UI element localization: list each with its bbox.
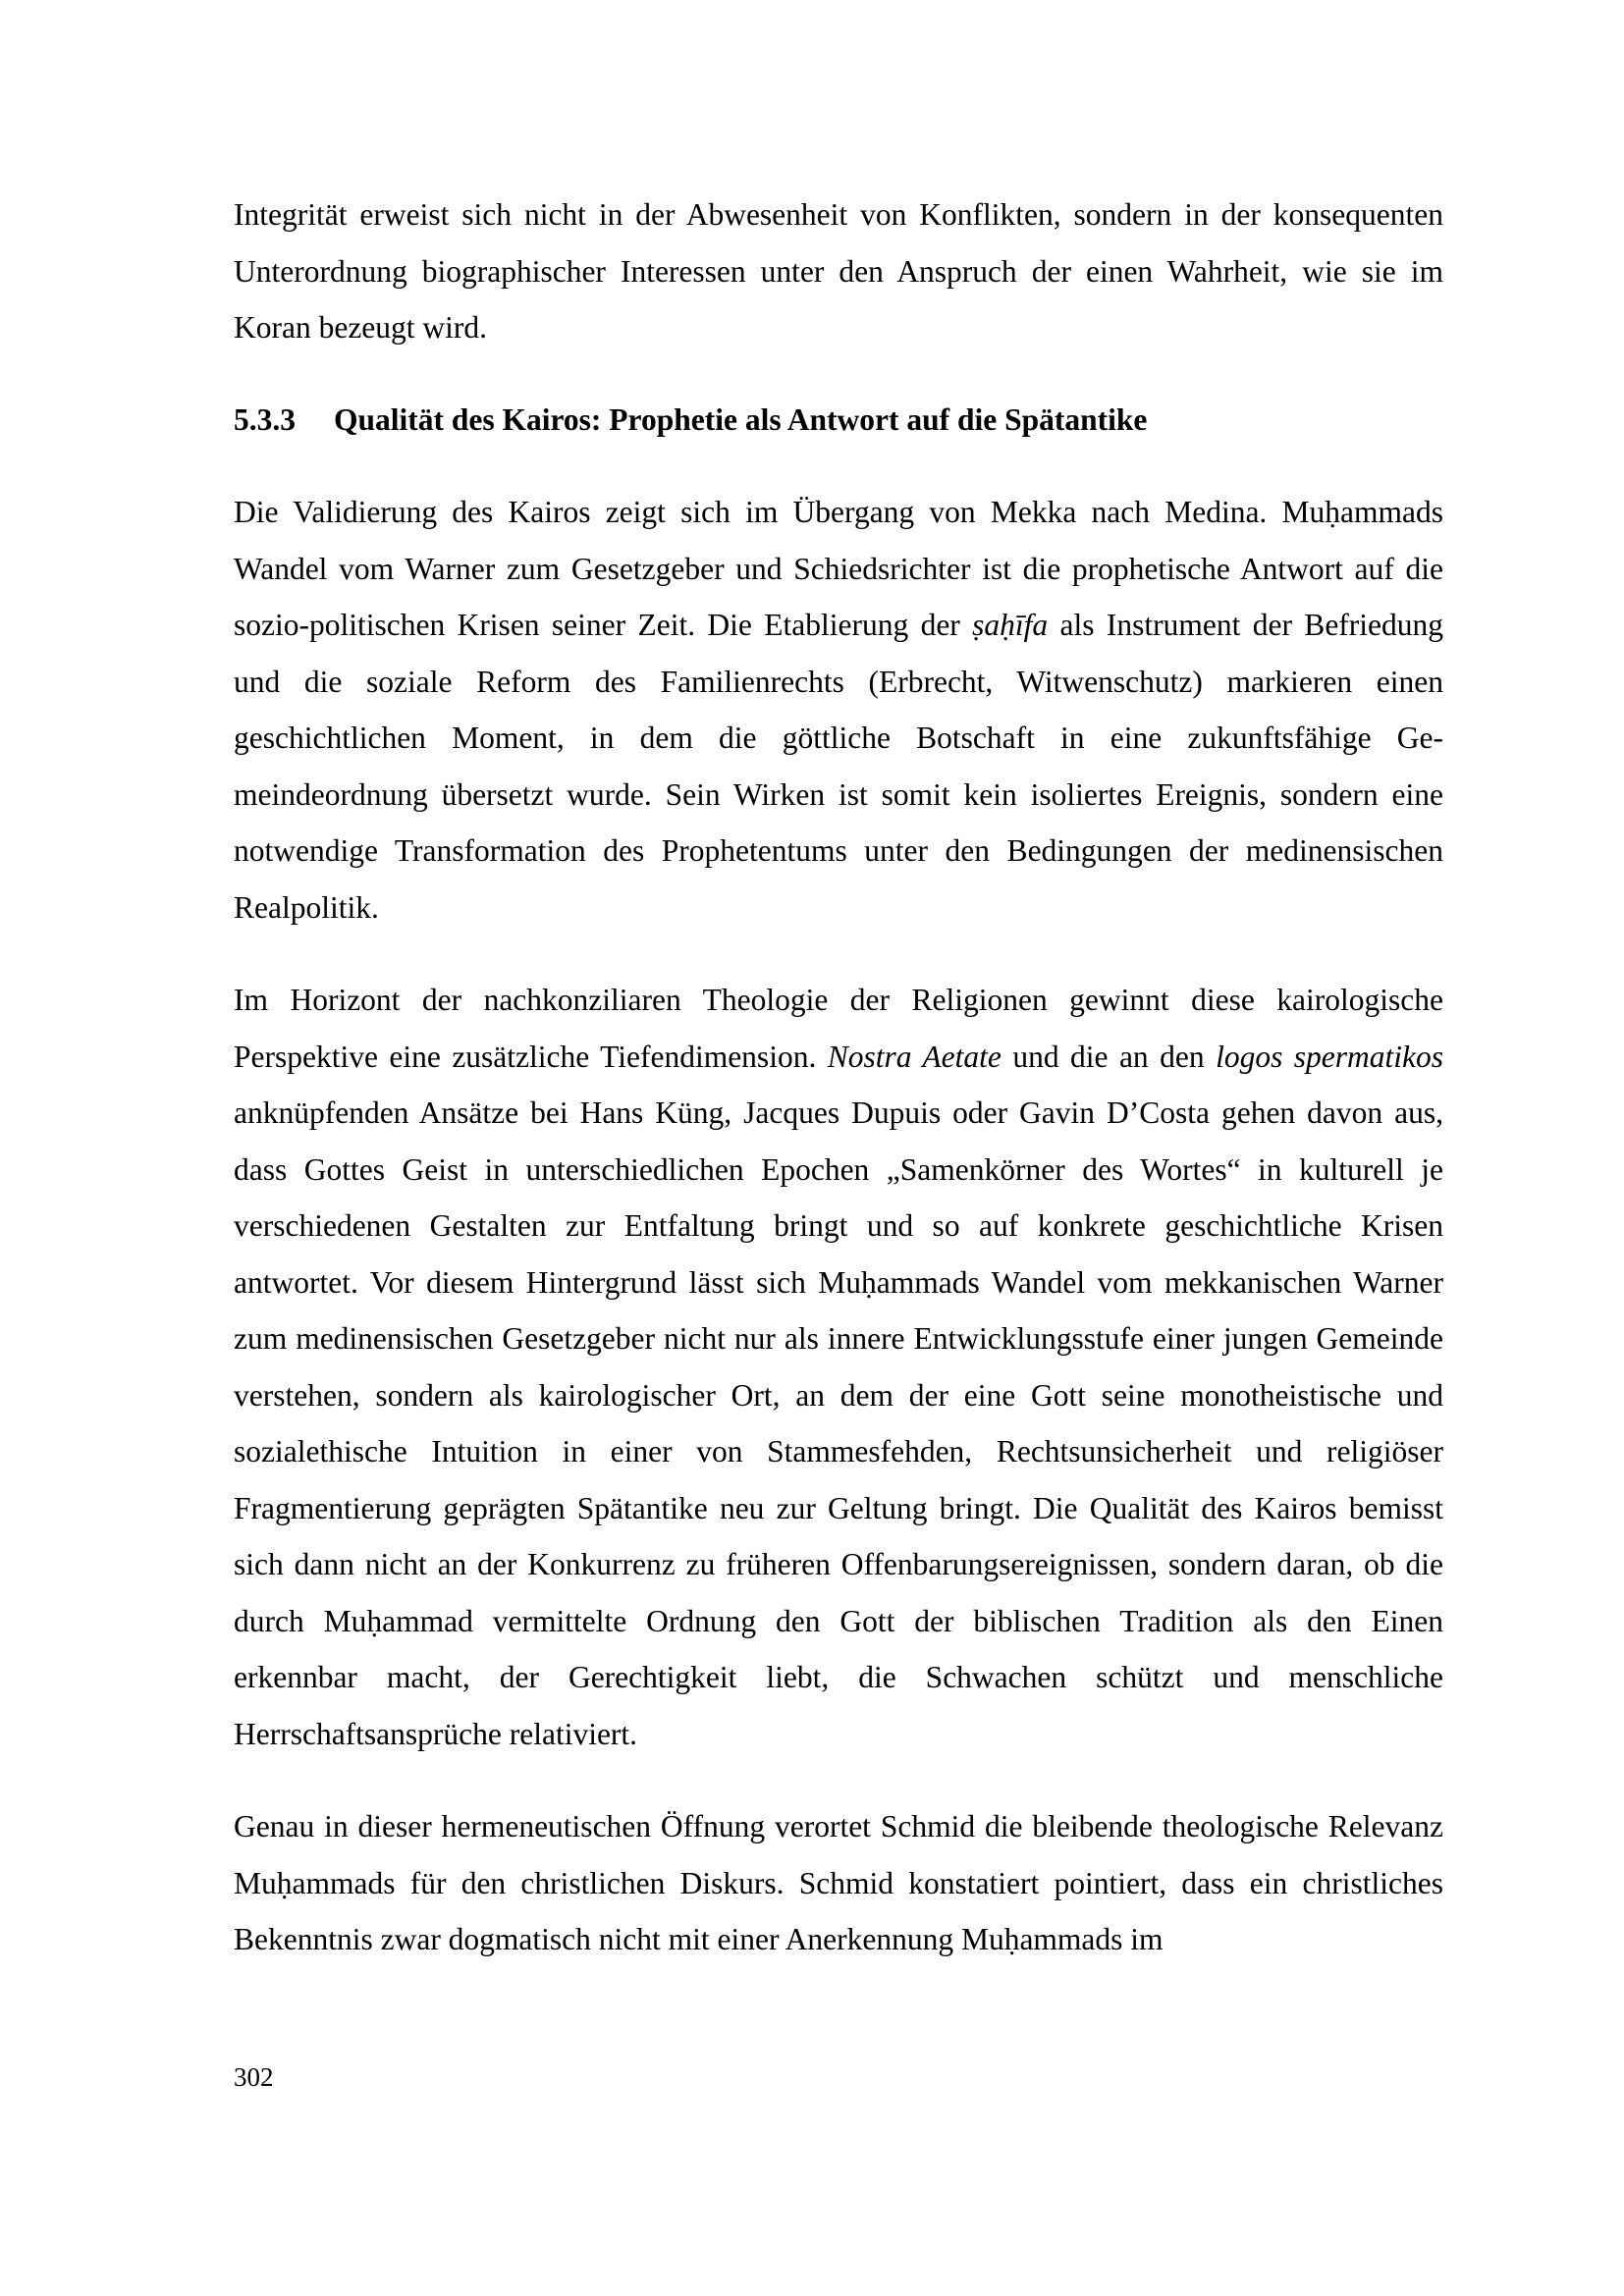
paragraph-1	[234, 484, 1443, 935]
intro-paragraph: Integrität erweist sich nicht in der Abwesenheit von Konflikten, sondern in der konsequenten Unterordnung biographischer Interessen unter den Anspruch der einen Wahrheit, wie sie im Koran bezeugt wird.	[234, 197, 1443, 345]
section-number: 5.3.3	[234, 401, 296, 437]
paragraph-2-italic-logos: logos spermatikos	[1216, 1039, 1444, 1074]
paragraph-2-text-3: anknüpfenden Ansätze bei Hans Küng, Jacques Dupuis oder Gavin D’Costa gehen davon aus, dass Gottes Geist in unterschiedlichen Epochen „Samenkörner des Wortes“ in kulturell je verschiedenen Gestalten zur Entfaltung bringt und so auf konkrete geschichtliche Krisen antwortet. Vor diesem Hintergrund lässt sich Muḥammads Wandel vom mekkanischen Warner zum medinensischen Gesetzgeber nicht nur als innere Entwicklungsstufe einer jungen Gemeinde verstehen, sondern als kairologischer Ort, an dem der eine Gott seine monotheistische und sozialethische Intuition in einer von Stammesfehden, Rechtsunsicherheit und religiöser Fragmentierung geprägten Spätantike neu zur Geltung bringt. Die Qualität des Kairos bemisst sich dann nicht an der Konkurrenz zu früheren Offenbarungsereignissen, sondern daran, ob die durch Muḥammad vermittelte Ordnung den Gott der biblischen Tradition als den Einen erkennbar macht, der Gerechtigkeit liebt, die Schwachen schützt und menschliche Herrschaftsansprüche relativiert.	[234, 1095, 1443, 1751]
document-page	[234, 187, 1443, 1968]
paragraph-2-text-2: und die an den	[1001, 1039, 1217, 1074]
paragraph-1-text-1: Die Validierung des Kairos zeigt sich im Übergang von Mekka nach Medina. Muḥammads Wandel vom Warner zum Gesetzgeber und Schiedsrichter ist die prophetische Antwort auf die sozio-politischen Krisen seiner Zeit. Die Etablierung der	[234, 495, 1443, 642]
page-number: 302	[234, 2062, 274, 2092]
section-title: Qualität des Kairos: Prophetie als Antwort auf die Spätantike	[334, 401, 1148, 437]
paragraph-1-italic-sahifa: ṣaḥīfa	[972, 608, 1049, 642]
paragraph-3: Genau in dieser hermeneutischen Öffnung verortet Schmid die bleibende theologische Relevanz Muḥammads für den christlichen Diskurs. Schmid konstatiert pointiert, dass ein christliches Bekenntnis zwar dogmatisch nicht mit einer Anerkennung Muḥammads im	[234, 1809, 1443, 1956]
paragraph-2-italic-nostra-aetate: Nostra Aetate	[827, 1039, 1001, 1074]
paragraph-2-text-1: Im Horizont der nachkonziliaren Theologie der Religionen gewinnt diese kairologische Perspektive eine zusätzliche Tiefendimension.	[234, 983, 1443, 1074]
section-heading	[234, 392, 1443, 449]
paragraph-2	[234, 972, 1443, 1762]
paragraph-1-text-2: als Instrument der Befriedung und die soziale Reform des Familienrechts (Erbrecht, Witwenschutz) markieren einen geschichtlichen Moment, in dem die göttliche Botschaft in eine zukunftsfähige Gemeindeordnung übersetzt wurde. Sein Wirken ist somit kein isoliertes Ereignis, sondern eine notwendige Transformation des Prophetentums unter den Bedingungen der medinensischen Realpolitik.	[234, 608, 1444, 925]
